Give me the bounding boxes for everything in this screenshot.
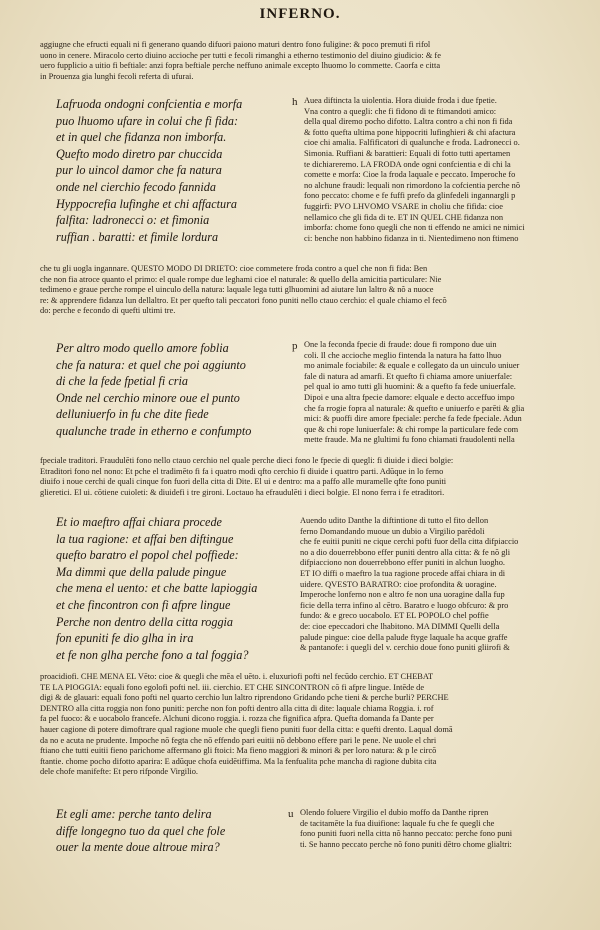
commentary-block — [304, 340, 566, 446]
verse-line: ruffian . baratti: et fimile lordura — [56, 229, 219, 244]
commentary-line: fpeciale traditori. Fraudulēti fono nello ctauo cerchio nel quale perche dieci fono le fpecie di quegli: fi diuide i dieci bolgie: — [40, 456, 454, 465]
commentary-line: re: & apprendere fidanza lun dellaltro. Et per quefto tali peccatori fono puniti nello ctauo cerchio: el quale chiamo el fecõ — [40, 295, 447, 305]
commentary-line: ET IO diffi o maeftro la tua ragione procede affai chiara in di — [300, 568, 506, 578]
verse-line: et che fincontron con fi afpre lingue — [56, 597, 231, 612]
commentary-line: glieretici. El ui. cōtiene cuioleti: & diuidefi i tre gironi. Loctauo ha efraudulēti i dieci bolgie. El nono ferra i fe etraditori. — [40, 487, 445, 497]
verse-line: che fa natura: et quel che poi aggiunto — [56, 357, 246, 372]
commentary-line: fuggirfi: PVO LHVOMO VSARE in choliu che fifida: cioe — [304, 201, 503, 211]
commentary-line: in Prouenza gia lunghi fecoli referta di ufurai. — [40, 71, 194, 81]
drop-initial: h — [292, 96, 298, 108]
drop-initial: p — [292, 340, 298, 352]
verse-line: la tua ragione: et affai ben diftingue — [56, 531, 234, 546]
commentary-line: uero fupplicio a uitio fi beftiale: anzi fopra beftiale perche neffuno animale excepto lhuomo lo commette. Caorfa e citta — [40, 61, 441, 71]
verse-line: onde nel cierchio fecodo fannida — [56, 179, 216, 194]
commentary-line: ferno Domandando muoue un dubio a Virgilio parēdoli — [300, 526, 485, 536]
commentary-line: no alchune fraudi: lequali non rimordono la cofcientia perche nõ — [304, 180, 521, 190]
commentary-line: dele chofe manifefte: Et pero rifponde Virgilio. — [40, 767, 199, 777]
commentary-line: & fotto quefta ultima pone hippocriti lufinghieri & chi afactura — [304, 127, 516, 137]
commentary-line: tedimeno e graue perche rompe el uinculo della natura: laquale lega tutti glhuomini ad aiutare lun laltro & nõ a nuoce — [40, 285, 434, 295]
verse-line: puo lhuomo ufare in colui che fi fida: — [56, 113, 238, 128]
page-header: INFERNO. — [259, 6, 341, 22]
commentary-line: digi & de glauari: equali fono pofti nel quarto cerchio lun laltro riprendono Gridando pche tieni & perche burli? PERCHE — [40, 693, 449, 703]
commentary-block — [304, 96, 566, 244]
commentary-line: te dichiareremo. LA FRODA onde ogni confcientia e di chi la — [304, 159, 511, 169]
commentary-line: ficie della terra infino al cētro. Baratro e luogo obfcuro: & pro — [300, 600, 509, 610]
commentary-line: comette e morfa: Cioe la froda laquale e peccato. Imperoche fo — [304, 170, 516, 180]
verse-line: delluniuerfo in fu che dite fiede — [56, 407, 209, 422]
verse-block — [56, 514, 281, 663]
commentary-line: Dipoi e una altra fpecie damore: elquale e decto acceffuo impo — [304, 392, 515, 402]
commentary-line: DENTRO alla citta roggia non fono puniti: perche non fon pofti dentro alla citta di dite: laquale chiama Roggia. i. rof — [40, 703, 434, 713]
verse-line: Ma dimmi que della palude pingue — [56, 564, 227, 579]
verse-line: et fe non glha perche fono a tal foggia? — [56, 647, 249, 662]
commentary-line: ci: benche non habbino fidanza in ti. Nientedimeno non ftimeno — [304, 233, 519, 243]
commentary-line: difpiacciono non douerrebbono effer puniti in alchun luogho. — [300, 558, 505, 568]
commentary-line: che tu gli uogla ingannare. QUESTO MODO DI DRIETO: cioe commetere froda contro a quel che non fi fida: Ben — [40, 264, 428, 273]
commentary-line: fundo: & e greco uocabolo. ET EL POPOLO chel poffie — [300, 611, 489, 621]
commentary-line: che fe euitii puniti ne cique cerchi pofti fuor della citta difpiaccio — [300, 537, 519, 547]
verse-block — [56, 806, 281, 856]
commentary-line: aggiugne che efructi equali ni fi generano quando difuori paiono maturi dentro fono fuligine: & poco premuti fi rifol — [40, 40, 431, 49]
drop-initial: u — [288, 808, 294, 820]
commentary-block — [40, 672, 570, 778]
commentary-line: ti. Se hanno peccato perche nõ fono puniti dētro chome glialtri: — [300, 839, 512, 849]
commentary-line: mette fraude. Ma ne glultimi fu fono chiamati fraudolenti nella — [304, 435, 515, 445]
commentary-line: de tacitamēte la fua diuifione: laquale fu che fe quegli che — [300, 818, 495, 828]
verse-line: Lafruoda ondogni confcientia e morfa — [56, 97, 243, 111]
commentary-line: Etraditori fono nel nono: Et pche el tradimēto fi fa i quatro modi qfto cerchio fi diuide i quattro parti. Adūque in lo ferno — [40, 466, 444, 476]
commentary-line: uidere. QVESTO BARATRO: cioe profondita & uoragine. — [300, 579, 497, 589]
verse-line: Et io maeftro affai chiara procede — [56, 515, 222, 529]
verse-line: Et egli ame: perche tanto delira — [56, 807, 212, 821]
commentary-line: Auea diftincta la uiolentia. Hora diuide froda i due fpetie. — [304, 96, 497, 105]
verse-block — [56, 340, 281, 440]
verse-line: falfita: ladronecci o: et fimonia — [56, 213, 210, 228]
verse-line: di che la fede fpetial fi cria — [56, 374, 188, 389]
commentary-line: One la feconda fpecie di fraude: doue fi rompono due uin — [304, 340, 497, 349]
commentary-line: Olendo foluere Virgilio el dubio moffo da Danthe ripren — [300, 808, 489, 817]
commentary-line: imborfa: chome fono quegli che non ti effendo ne amici ne nimici — [304, 223, 525, 233]
commentary-line: ftantie. chome pocho difotto aparira: E adūque chofa euidētiffima. Ma la fenfualita pche mancha di ragione dubita cita — [40, 756, 437, 766]
verse-line: Hyppocrefia lufinghe et chi affactura — [56, 196, 237, 211]
commentary-line: mo animale fociabile: & equale e collegato da un uinculo uniuer — [304, 361, 520, 371]
commentary-line: no a dio douerrebbono effer puniti dentro alla citta: & fe nõ gli — [300, 547, 511, 557]
commentary-line: della qual diremo pocho difotto. Laltra contro a chi non fi fida — [304, 117, 513, 127]
commentary-line: de: cioe epeccadori che lhabitono. MA DIMMI Quelli della — [300, 621, 500, 631]
commentary-line: proacidiofi. CHE MENA EL Vēto: cioe & quegli che mēa el uēto. i. eluxuriofi pofti nel fecūdo cerchio. ET CHEBAT — [40, 672, 434, 681]
commentary-line: Auendo udito Danthe la diftintione di tutto el fito dellon — [300, 516, 489, 525]
commentary-line: fono peccato: chome e fe fuffi prefo da glinfedeli ingannargli p — [304, 191, 516, 201]
commentary-line: palude pingue: cioe della palude ftyge laquale ha acque graffe — [300, 632, 508, 642]
verse-line: Perche non dentro della citta roggia — [56, 614, 234, 629]
verse-line: fon epuniti fe dio glha in ira — [56, 631, 194, 646]
verse-line: che mena el uento: et che batte lapioggia — [56, 581, 258, 596]
commentary-line: Simonia. Ruffiani & barattieri: Equali di fotto tutti apertamen — [304, 148, 511, 158]
commentary-line: fale di natura ad amarfi. Et quefto fi chiama amore uniuerfale: — [304, 371, 513, 381]
verse-line: ouer la mente doue altroue mira? — [56, 840, 220, 855]
commentary-line: TE LA PIOGGIA: equali fono egolofi pofti nel. iii. cierchio. ET CHE SINCONTRON cō fi afpre lingue. Intēde de — [40, 682, 425, 692]
verse-line: quefto baratro el popol chel poffiede: — [56, 548, 239, 563]
commentary-line: ftiano che tutti euitii fieno parichome affermano gli ftoici: Ma fieno maggiori & minori & per loro natura: & p le circō — [40, 746, 437, 756]
commentary-line: che non fia atroce quanto el primo: el quale rompe due leghami cioe el naturale: & quello della amicitia particulare: Nie — [40, 274, 442, 284]
commentary-line: fono puniti fuori nella citta nõ hanno peccato: perche fono puni — [300, 829, 513, 839]
verse-line: Per altro modo quello amore fobliа — [56, 341, 229, 355]
commentary-block — [40, 264, 570, 317]
commentary-line: uono in cenere. Miracolo certo diuino accioche per tutti e fecoli rimanghi a etherno testimonio del diuino giudicio: & fe — [40, 50, 441, 60]
verse-line: Quefto modo diretro par chuccida — [56, 146, 223, 161]
verse-line: diffe longegno tuo da quel che fole — [56, 823, 226, 838]
commentary-line: coli. Il che accioche meglio fintenda la natura ha fatto lhuo — [304, 350, 502, 360]
commentary-line: da no e acuta ne prudente. Impoche nō fegta che nō effendo pari euitii nō debbono effere pari le pene. Ne uuole el chri — [40, 735, 437, 745]
commentary-line: pel qual io amo tutti gli huomini: & a quefto fa fede uniuerfale. — [304, 382, 516, 392]
verse-line: qualunche trade in etherno e confumpto — [56, 423, 252, 438]
commentary-line: nellamico che gli fida di te. ET IN QUEL CHE fidanza non — [304, 212, 504, 222]
commentary-line: do: perche e fecondo di quefti ultimi tre. — [40, 306, 176, 316]
commentary-line: que & chi rope luniuerfale: & chi rompe la particulare fede com — [304, 424, 519, 434]
top-commentary — [40, 40, 570, 82]
commentary-line: che fa rrogie fopra al naturale: & quefto e uniuerfo e parēti & glia — [304, 403, 525, 413]
verse-block — [56, 96, 281, 245]
commentary-line: & pantanofe: i quegli del v. cerchio doue fono puniti gliirofi & — [300, 643, 510, 653]
commentary-line: Vna contro a quegli: che fi fidono di te ftimandoti amico: — [304, 106, 497, 116]
commentary-block — [300, 516, 566, 654]
commentary-line: mici: & puoffi dire amore fpeciale: perche fa fede fpeciale. Adun — [304, 414, 522, 424]
verse-line: pur lo uincol damor che fa natura — [56, 163, 222, 178]
commentary-block — [40, 456, 570, 498]
commentary-line: fa pel fuoco: & e uocabolo francefe. Alchuni dicono roggia. i. rozza che fignifica afpra. Quefta domanda fa Dante per — [40, 714, 434, 724]
commentary-block — [300, 808, 566, 850]
verse-line: et in quel che fidanza non imborfa. — [56, 130, 227, 145]
commentary-line: diuifo i noue cerchi de quali cinque fon fuori della citta di Dite. El ui e dentro: ma a paffo alle muramelle qfte fono puniti — [40, 477, 447, 487]
commentary-line: hauer cagione di potere dimoftrare qual ragione muole che quegli fieno puniti fuor della citta: e quefti drento. Laqual domā — [40, 724, 453, 734]
commentary-line: Imperoche lonferno non e altro fe non una uoragine dalla fup — [300, 590, 505, 600]
commentary-line: cioe chi amalia. Falfificatori di qualunche e froda. Ladronecci o. — [304, 138, 520, 148]
verse-line: Onde nel cerchio minore oue el punto — [56, 390, 240, 405]
